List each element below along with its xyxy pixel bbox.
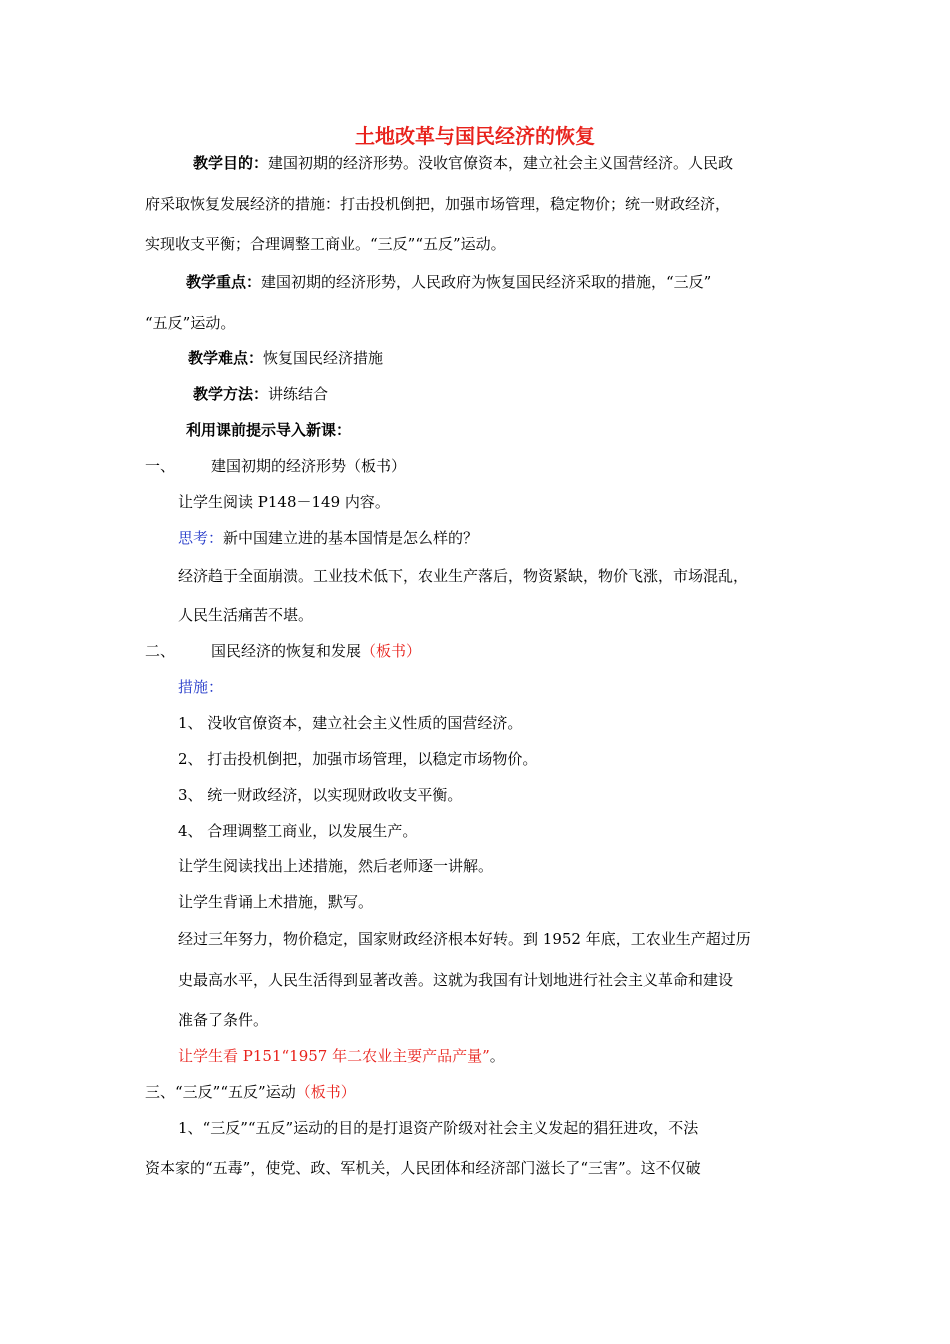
difficulty-text: 恢复国民经济措施 xyxy=(263,349,384,367)
section2-paragraph-2: 让学生背诵上术措施，默写。 xyxy=(178,893,374,911)
key-points-line-2: “五反”运动。 xyxy=(145,314,236,332)
section3-board: （板书） xyxy=(295,1083,356,1101)
section3-paragraph-line-1: 1、“三反”“五反”运动的目的是打退资产阶级对社会主义发起的猖狂进攻，不法 xyxy=(178,1119,699,1137)
objectives-line-3: 实现收支平衡；合理调整工商业。“三反”“五反”运动。 xyxy=(145,235,506,253)
method-text: 讲练结合 xyxy=(268,385,329,403)
key-points-text-1: 建国初期的经济形势，人民政府为恢复国民经济采取的措施，“三反” xyxy=(261,273,712,291)
section2-paragraph-1: 让学生阅读找出上述措施，然后老师逐一讲解。 xyxy=(178,857,494,875)
intro-line: 利用课前提示导入新课： xyxy=(186,421,352,439)
section2-board: （板书） xyxy=(361,642,422,660)
think-question: 新中国建立进的基本国情是怎么样的？ xyxy=(223,529,479,547)
difficulty-label: 教学难点： xyxy=(188,349,264,367)
section2-heading-line xyxy=(145,641,421,661)
objectives-label: 教学目的： xyxy=(193,154,269,172)
measure-item-4: 4、 合理调整工商业，以发展生产。 xyxy=(178,822,418,840)
section1-read: 让学生阅读 P148－149 内容。 xyxy=(178,493,390,511)
measure-item-3: 3、 统一财政经济，以实现财政收支平衡。 xyxy=(178,786,463,804)
section1-answer-1: 经济趋于全面崩溃。工业技术低下，农业生产落后，物资紧缺，物价飞涨，市场混乱， xyxy=(178,567,749,585)
section3-number: 三、 xyxy=(145,1083,176,1101)
measure-item-2: 2、 打击投机倒把，加强市场管理，以稳定市场物价。 xyxy=(178,750,538,768)
measure-item-1: 1、 没收官僚资本，建立社会主义性质的国营经济。 xyxy=(178,714,523,732)
page-title: 土地改革与国民经济的恢复 xyxy=(355,124,595,148)
think-label: 思考： xyxy=(178,529,224,547)
section2-note: 让学生看 P151“1957 年二农业主要产品产量” xyxy=(178,1047,490,1065)
objectives-line-2: 府采取恢复发展经济的措施：打击投机倒把，加强市场管理，稳定物价；统一财政经济， xyxy=(145,195,731,213)
method-label: 教学方法： xyxy=(193,385,269,403)
objectives-line-1 xyxy=(193,153,733,173)
objectives-text-1: 建国初期的经济形势。没收官僚资本，建立社会主义国营经济。人民政 xyxy=(268,154,734,172)
section3-paragraph-line-2: 资本家的“五毒”，使党、政、军机关，人民团体和经济部门滋长了“三害”。这不仅破 xyxy=(145,1159,701,1177)
section3-heading-line xyxy=(145,1082,356,1102)
section1-number: 一、 xyxy=(145,457,176,475)
section2-number: 二、 xyxy=(145,642,176,660)
section3-heading: “三反”“五反”运动 xyxy=(175,1083,296,1101)
key-points-label: 教学重点： xyxy=(186,273,262,291)
section1-heading-line xyxy=(145,456,406,476)
section2-paragraph-3-line-1: 经过三年努力，物价稳定，国家财政经济根本好转。到 1952 年底，工农业生产超过历 xyxy=(178,930,751,948)
key-points-line-1 xyxy=(186,272,711,292)
section1-heading: 建国初期的经济形势（板书） xyxy=(211,457,407,475)
section2-paragraph-3-line-3: 准备了条件。 xyxy=(178,1011,269,1029)
section2-paragraph-3-line-2: 史最高水平，人民生活得到显著改善。这就为我国有计划地进行社会主义革命和建设 xyxy=(178,971,734,989)
section2-note-end: 。 xyxy=(489,1047,505,1065)
section1-answer-2: 人民生活痛苦不堪。 xyxy=(178,606,314,624)
section2-heading: 国民经济的恢复和发展 xyxy=(211,642,362,660)
section2-note-line xyxy=(178,1046,505,1066)
section1-think-line xyxy=(178,528,478,548)
measures-label: 措施： xyxy=(178,678,224,696)
method-line xyxy=(193,384,328,404)
difficulty-line xyxy=(188,348,383,368)
